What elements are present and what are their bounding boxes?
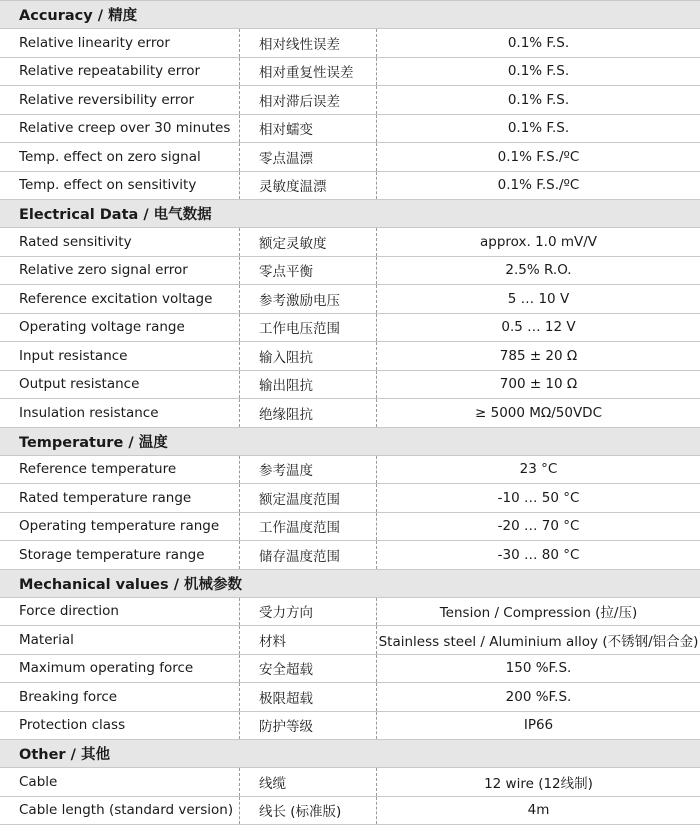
- section-header-temperature: Temperature / 温度: [0, 428, 700, 456]
- spec-value: Stainless steel / Aluminium alloy (不锈钢/铝合金): [378, 633, 699, 650]
- spec-label-zh: 工作温度范围: [240, 513, 377, 541]
- spec-value: 0.1% F.S.: [507, 63, 570, 80]
- spec-label-en: Cable length (standard version): [0, 797, 240, 825]
- spec-value: 200 %F.S.: [505, 688, 572, 705]
- spec-label-zh: 相对重复性误差: [240, 58, 377, 86]
- spec-row: [0, 371, 700, 400]
- spec-label-zh: 防护等级: [240, 712, 377, 740]
- spec-label-en: Breaking force: [0, 683, 240, 711]
- spec-label-en: Rated temperature range: [0, 484, 240, 512]
- spec-value: 700 ± 10 Ω: [499, 376, 578, 393]
- spec-value: 5 … 10 V: [507, 290, 570, 307]
- spec-label-zh: 额定温度范围: [240, 484, 377, 512]
- spec-label-zh: 参考激励电压: [240, 285, 377, 313]
- spec-label-en: Temp. effect on zero signal: [0, 143, 240, 171]
- spec-row: [0, 768, 700, 797]
- section-header-other: Other / 其他: [0, 740, 700, 768]
- spec-label-en: Input resistance: [0, 342, 240, 370]
- spec-row: [0, 797, 700, 825]
- spec-label-zh: 相对滞后误差: [240, 86, 377, 114]
- spec-value: 150 %F.S.: [505, 660, 572, 677]
- spec-row: [0, 115, 700, 144]
- spec-value: 2.5% R.O.: [505, 262, 572, 279]
- spec-label-en: Operating voltage range: [0, 314, 240, 342]
- spec-label-zh: 输出阻抗: [240, 371, 377, 399]
- spec-label-en: Storage temperature range: [0, 541, 240, 569]
- spec-row: [0, 86, 700, 115]
- spec-row: [0, 58, 700, 87]
- spec-value: 0.1% F.S./ºC: [497, 148, 580, 165]
- spec-row: [0, 655, 700, 684]
- spec-row: [0, 541, 700, 570]
- spec-label-zh: 材料: [240, 626, 377, 654]
- spec-label-en: Operating temperature range: [0, 513, 240, 541]
- spec-row: [0, 598, 700, 627]
- spec-row: [0, 285, 700, 314]
- spec-label-zh: 受力方向: [240, 598, 377, 626]
- spec-value: 0.5 … 12 V: [501, 319, 576, 336]
- spec-label-en: Reference excitation voltage: [0, 285, 240, 313]
- spec-label-zh: 零点温漂: [240, 143, 377, 171]
- spec-value: 4m: [527, 802, 550, 819]
- spec-value: 785 ± 20 Ω: [499, 347, 578, 364]
- spec-label-zh: 输入阻抗: [240, 342, 377, 370]
- spec-label-en: Output resistance: [0, 371, 240, 399]
- spec-row: [0, 143, 700, 172]
- spec-label-en: Relative reversibility error: [0, 86, 240, 114]
- spec-value: 0.1% F.S./ºC: [497, 177, 580, 194]
- spec-value: 0.1% F.S.: [507, 91, 570, 108]
- spec-row: [0, 29, 700, 58]
- spec-label-en: Relative zero signal error: [0, 257, 240, 285]
- spec-value: -10 … 50 °C: [497, 489, 580, 506]
- spec-value: ≥ 5000 MΩ/50VDC: [475, 404, 602, 421]
- spec-label-zh: 极限超载: [240, 683, 377, 711]
- spec-label-en: Force direction: [0, 598, 240, 626]
- spec-label-zh: 安全超载: [240, 655, 377, 683]
- spec-label-zh: 灵敏度温漂: [240, 172, 377, 200]
- spec-row: [0, 314, 700, 343]
- section-header-electrical-data: Electrical Data / 电气数据: [0, 200, 700, 228]
- spec-label-zh: 相对线性误差: [240, 29, 377, 57]
- spec-row: [0, 513, 700, 542]
- spec-label-en: Insulation resistance: [0, 399, 240, 427]
- spec-row: [0, 172, 700, 201]
- spec-label-en: Protection class: [0, 712, 240, 740]
- spec-row: [0, 456, 700, 485]
- spec-row: [0, 342, 700, 371]
- spec-label-en: Material: [0, 626, 240, 654]
- spec-row: [0, 683, 700, 712]
- spec-value: -30 … 80 °C: [497, 546, 580, 563]
- spec-row: [0, 626, 700, 655]
- spec-label-en: Relative repeatability error: [0, 58, 240, 86]
- spec-value: 0.1% F.S.: [507, 120, 570, 137]
- spec-label-en: Relative creep over 30 minutes: [0, 115, 240, 143]
- spec-label-en: Rated sensitivity: [0, 228, 240, 256]
- spec-value: 12 wire (12线制): [484, 775, 593, 792]
- spec-value: 23 °C: [519, 461, 558, 478]
- spec-label-zh: 储存温度范围: [240, 541, 377, 569]
- spec-value: -20 … 70 °C: [497, 518, 580, 535]
- spec-label-en: Temp. effect on sensitivity: [0, 172, 240, 200]
- spec-label-zh: 线缆: [240, 768, 377, 796]
- spec-value: IP66: [523, 717, 554, 734]
- spec-row: [0, 228, 700, 257]
- spec-label-zh: 工作电压范围: [240, 314, 377, 342]
- spec-label-zh: 零点平衡: [240, 257, 377, 285]
- spec-row: [0, 257, 700, 286]
- spec-label-zh: 线长 (标准版): [240, 797, 377, 825]
- spec-value: Tension / Compression (拉/压): [439, 605, 638, 622]
- spec-row: [0, 484, 700, 513]
- spec-label-en: Relative linearity error: [0, 29, 240, 57]
- spec-label-zh: 参考温度: [240, 456, 377, 484]
- section-header-mechanical-values: Mechanical values / 机械参数: [0, 570, 700, 598]
- spec-label-zh: 额定灵敏度: [240, 228, 377, 256]
- spec-value: approx. 1.0 mV/V: [479, 233, 597, 250]
- spec-label-zh: 绝缘阻抗: [240, 399, 377, 427]
- spec-row: [0, 399, 700, 428]
- spec-label-en: Cable: [0, 768, 240, 796]
- section-header-accuracy: Accuracy / 精度: [0, 1, 700, 29]
- spec-row: [0, 712, 700, 741]
- spec-label-en: Reference temperature: [0, 456, 240, 484]
- spec-value: 0.1% F.S.: [507, 34, 570, 51]
- spec-label-en: Maximum operating force: [0, 655, 240, 683]
- spec-label-zh: 相对蠕变: [240, 115, 377, 143]
